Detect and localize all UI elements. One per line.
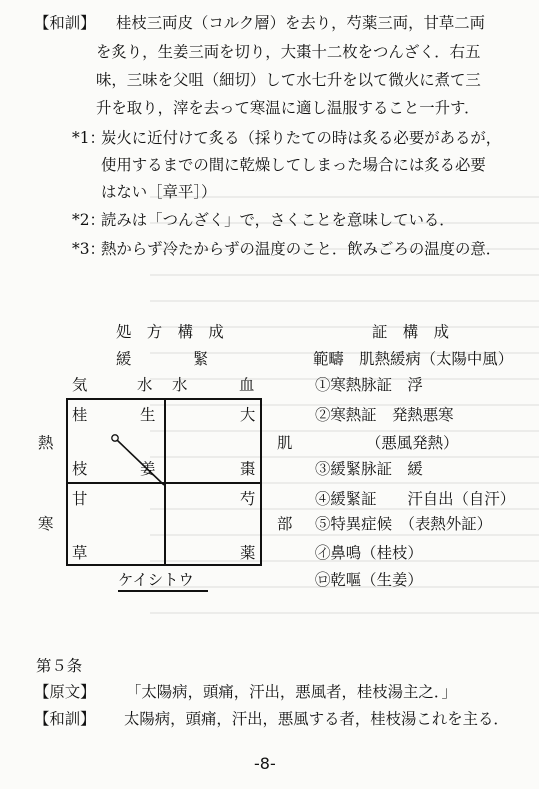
cell-gui: 桂 <box>72 406 88 424</box>
sho-item-2: ②寒熱証 発熱悪寒 <box>315 406 454 424</box>
wakun-line-4: 升を取り，滓を去って寒温に適し温服すること一升す． <box>96 99 480 117</box>
right-label-bu: 部 <box>277 515 293 533</box>
genbun-label: 【原文】 <box>34 683 96 701</box>
wakun-line-3: 味，三味を父咀（細切）して水七升を以て微火に煮て三 <box>96 71 481 89</box>
wakun-label: 【和訓】 <box>34 710 96 728</box>
note-1-line-2: 使用するまでの間に乾燥してしまった場合には炙る必要 <box>101 156 486 174</box>
sho-item-5a: ㋑鼻鳴（桂枝） <box>315 544 423 562</box>
sho-item-5b: ㋺乾嘔（生姜） <box>315 571 423 589</box>
cell-zao: 棗 <box>240 460 256 478</box>
wakun-line-2: を炙り，生姜三両を切り，大棗十二枚をつんざく．右五 <box>96 43 481 61</box>
cell-sheng: 生 <box>140 406 156 424</box>
cell-gan: 甘 <box>72 490 88 508</box>
sho-item-1: ①寒熱脉証 浮 <box>315 376 423 394</box>
caption-underline <box>118 590 208 592</box>
note-1-mark: *1： <box>72 129 105 147</box>
diagram-subheading-left: 緩 緊 <box>116 350 209 368</box>
right-label-ki: 肌 <box>277 434 293 452</box>
cell-cao: 草 <box>72 544 88 562</box>
note-2-mark: *2： <box>72 211 105 229</box>
top-label-qi: 気 <box>72 376 88 394</box>
note-1-line-3: はない［章平］） <box>101 183 217 201</box>
connector-line <box>110 432 166 488</box>
sho-item-4: ④緩緊証 汗自出（自汗） <box>315 490 516 508</box>
sho-item-5: ⑤特異症候 （表熱外証） <box>315 515 492 533</box>
cell-zhi: 枝 <box>72 460 88 478</box>
sho-category: 範疇 肌熱緩病（太陽中風） <box>313 350 514 368</box>
cell-yao: 薬 <box>240 544 256 562</box>
note-3-mark: *3： <box>72 240 105 258</box>
wakun-text: 太陽病，頭痛，汗出，悪風する者，桂枝湯これを主る． <box>124 710 509 728</box>
wakun-line-1: 桂枝三両皮（コルク層）を去り，芍薬三両，甘草二両 <box>116 14 486 32</box>
top-label-water-2: 水 <box>172 376 188 394</box>
diagram-heading-left: 処 方 構 成 <box>116 323 224 341</box>
article-title: 第５条 <box>36 657 83 675</box>
sho-item-3: ③緩緊脉証 緩 <box>315 460 423 478</box>
cell-da: 大 <box>240 406 256 424</box>
top-label-water-1: 水 <box>137 376 153 394</box>
sho-item-2-sub: （悪風発熱） <box>366 434 459 452</box>
genbun-text: 「太陽病，頭痛，汗出，悪風者，桂枝湯主之．」 <box>126 683 457 701</box>
note-3-line-1: 熱からず冷たからずの温度のこと．飲みごろの温度の意． <box>101 240 502 258</box>
section-label-wakun: 【和訓】 <box>34 14 96 32</box>
note-1-line-1: 炭火に近付けて炙る（採りたての時は炙る必要があるが， <box>101 129 502 147</box>
top-label-blood: 血 <box>239 376 255 394</box>
note-2-line-1: 読みは「つんざく」で，さくことを意味している． <box>101 211 455 229</box>
cell-shao: 芍 <box>240 490 256 508</box>
page-number: -8- <box>254 754 276 773</box>
side-label-heat: 熱 <box>38 434 54 452</box>
diagram-heading-right: 証 構 成 <box>372 323 449 341</box>
diagram-caption: ケイシトウ <box>118 571 194 589</box>
cell-jiang: 姜 <box>140 460 156 478</box>
side-label-cold: 寒 <box>38 515 54 533</box>
